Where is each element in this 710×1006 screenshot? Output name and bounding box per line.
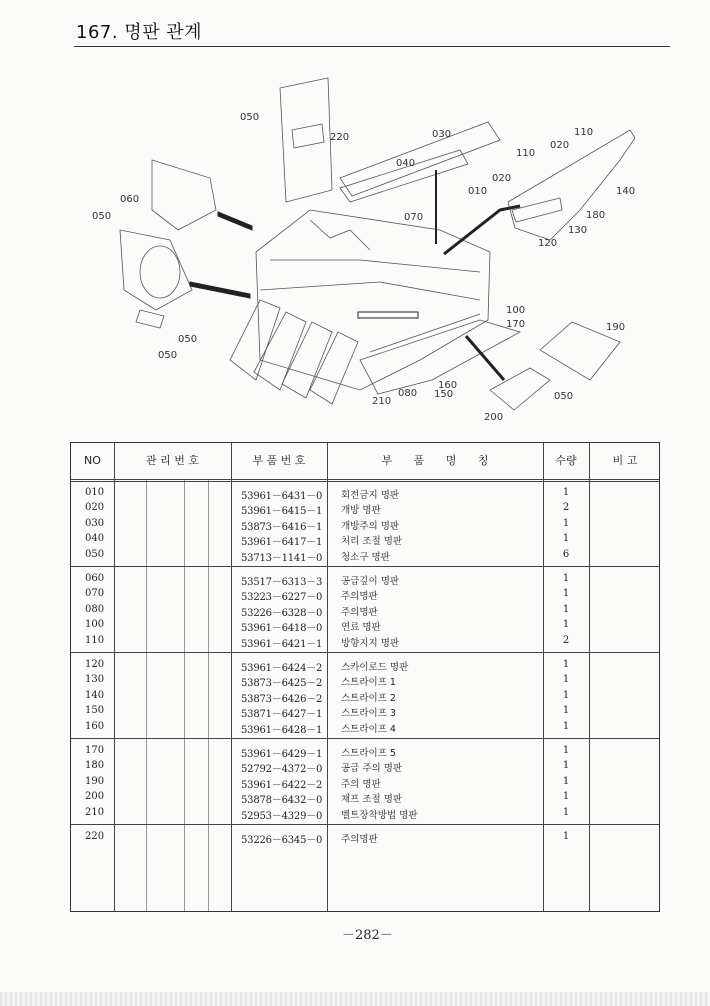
row-group-4	[71, 745, 659, 822]
table-row: 040 53961－6417－1 처리 조절 명판 1	[85, 533, 570, 549]
parts-table	[70, 442, 660, 912]
table-row: 100 53961－6418－0 연료 명판 1	[85, 619, 570, 635]
page-title: 167. 명판 관계	[76, 22, 203, 43]
table-row: 200 53878－6432－0 채프 조절 명판 1	[85, 791, 570, 807]
exploded-parts-diagram	[60, 60, 650, 435]
diagram-callouts	[92, 112, 635, 423]
table-row: 030 53873－6416－1 개방주의 명판 1	[85, 517, 570, 533]
callout-160: 160	[438, 380, 458, 391]
header-part-number: 부 품 번 호	[252, 454, 306, 467]
callout-110: 110	[574, 127, 594, 138]
table-row: 070 53223－6227－0 주의명판 1	[85, 588, 570, 604]
title-underline	[74, 46, 670, 47]
callout-050b: 050	[92, 211, 112, 222]
table-row: 170 53961－6429－1 스트라이프 5 1	[85, 745, 570, 760]
table-row: 150 53871－6427－1 스트라이프 3 1	[85, 705, 570, 721]
callout-070: 070	[404, 212, 424, 223]
callout-050c: 050	[178, 334, 198, 345]
table-row: 190 53961－6422－2 주의 명판 1	[85, 775, 570, 791]
header-note: 비 고	[612, 454, 638, 467]
row-group-3	[71, 659, 659, 736]
table-row: 010 53961－6431－0 회전금지 명판 1	[85, 487, 570, 502]
table-row: 120 53961－6424－2 스카이로드 명판 1	[85, 659, 570, 674]
row-group-5	[71, 831, 659, 846]
callout-050e: 050	[554, 391, 574, 402]
table-row: 160 53961－6428－1 스트라이프 4 1	[85, 720, 570, 736]
callout-220: 220	[330, 132, 350, 143]
callout-190: 190	[606, 322, 626, 333]
header-mgmt-number: 관 리 번 호	[146, 454, 199, 467]
callout-200: 200	[484, 412, 504, 423]
callout-080: 080	[398, 388, 418, 399]
table-row: 110 53961－6421－1 방향지지 명판 2	[85, 634, 570, 650]
callout-060: 060	[120, 194, 140, 205]
table-row: 020 53961－6415－1 개방 명판 2	[85, 502, 570, 518]
callout-020: 020	[550, 140, 570, 151]
callout-010: 010	[468, 186, 488, 197]
header-no: NO	[84, 454, 101, 467]
table-row: 050 53713－1141－0 청소구 명판 6	[85, 548, 570, 564]
header-qty: 수량	[555, 454, 577, 467]
table-row: 180 52792－4372－0 공급 주의 명판 1	[85, 760, 570, 776]
table-row: 130 53873－6425－2 스트라이프 1 1	[85, 674, 570, 690]
page-number: －282－	[342, 928, 393, 943]
callout-210: 210	[372, 396, 392, 407]
table-row: 080 53226－6328－0 주의명판 1	[85, 603, 570, 619]
callout-050d: 050	[158, 350, 178, 361]
scan-bottom-edge	[0, 992, 710, 1006]
table-row: 140 53873－6426－2 스트라이프 2 1	[85, 689, 570, 705]
callout-020b: 020	[492, 173, 512, 184]
callout-170: 170	[506, 319, 526, 330]
table-row: 060 53517－6313－3 공급깊이 명판 1	[85, 573, 570, 588]
table-row: 210 52953－4329－0 벨트장착방법 명판 1	[85, 806, 570, 822]
header-part-name: 부 품 명 칭	[381, 454, 489, 467]
callout-130: 130	[568, 225, 588, 236]
callout-110b: 110	[516, 148, 536, 159]
row-group-1	[71, 487, 659, 564]
callout-100: 100	[506, 305, 526, 316]
callout-040: 040	[396, 158, 416, 169]
callout-140: 140	[616, 186, 636, 197]
row-group-2	[71, 573, 659, 650]
callout-030: 030	[432, 129, 452, 140]
callout-050: 050	[240, 112, 260, 123]
table-row: 220 53226－6345－0 주의명판 1	[85, 831, 570, 846]
callout-120: 120	[538, 238, 558, 249]
callout-180: 180	[586, 210, 606, 221]
callout-150: 150	[434, 389, 454, 400]
